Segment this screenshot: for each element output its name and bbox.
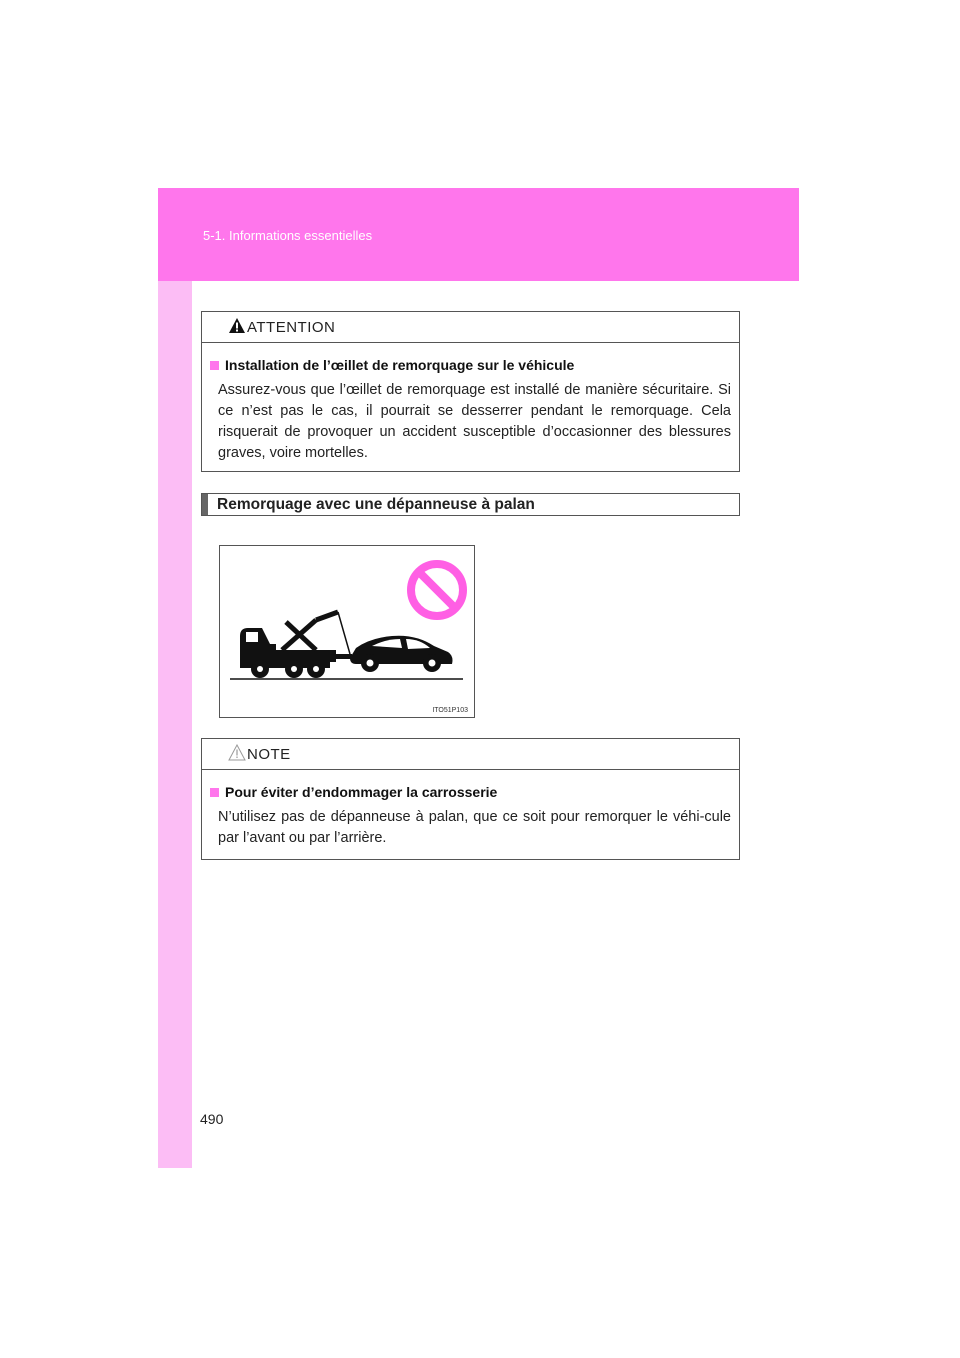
note-item-text: N’utilisez pas de dépanneuse à palan, que ce soit pour remorquer le véhi-cule par l’avant ou par l’arrière. bbox=[218, 809, 731, 846]
tow-truck-icon bbox=[240, 612, 352, 678]
attention-item-text: Assurez-vous que l’œillet de remorquage est installé de manière sécuritaire. Si ce n’est pas le cas, il pourrait se desserrer pendant le remorquage. Cela risquerait de provoquer un accident susceptible d’occasionner des blessures graves, voire mortelles. bbox=[218, 382, 731, 461]
illustration-code: ITO51P103 bbox=[432, 707, 468, 714]
note-item-title-text: Pour éviter d’endommager la carrosserie bbox=[225, 784, 498, 800]
section-heading bbox=[201, 493, 740, 516]
side-strip bbox=[158, 188, 192, 1168]
note-label: NOTE bbox=[247, 746, 291, 763]
note-box bbox=[201, 738, 740, 860]
attention-box bbox=[201, 311, 740, 472]
bullet-icon bbox=[210, 361, 219, 370]
attention-item-title-text: Installation de l’œillet de remorquage sur le véhicule bbox=[225, 357, 575, 373]
attention-header bbox=[202, 312, 739, 343]
caution-icon bbox=[228, 744, 246, 761]
section-header-title: 5-1. Informations essentielles bbox=[203, 228, 373, 243]
warning-icon bbox=[228, 317, 246, 334]
page-number: 490 bbox=[200, 1111, 224, 1127]
note-header bbox=[202, 739, 739, 770]
prohibited-icon bbox=[411, 564, 463, 616]
car-icon bbox=[350, 636, 453, 672]
section-accent bbox=[202, 494, 208, 515]
note-item-title bbox=[210, 784, 731, 800]
attention-item-title bbox=[210, 357, 731, 373]
bullet-icon bbox=[210, 788, 219, 797]
section-title: Remorquage avec une dépanneuse à palan bbox=[217, 496, 535, 513]
tow-illustration bbox=[219, 545, 475, 718]
attention-label: ATTENTION bbox=[247, 319, 336, 336]
